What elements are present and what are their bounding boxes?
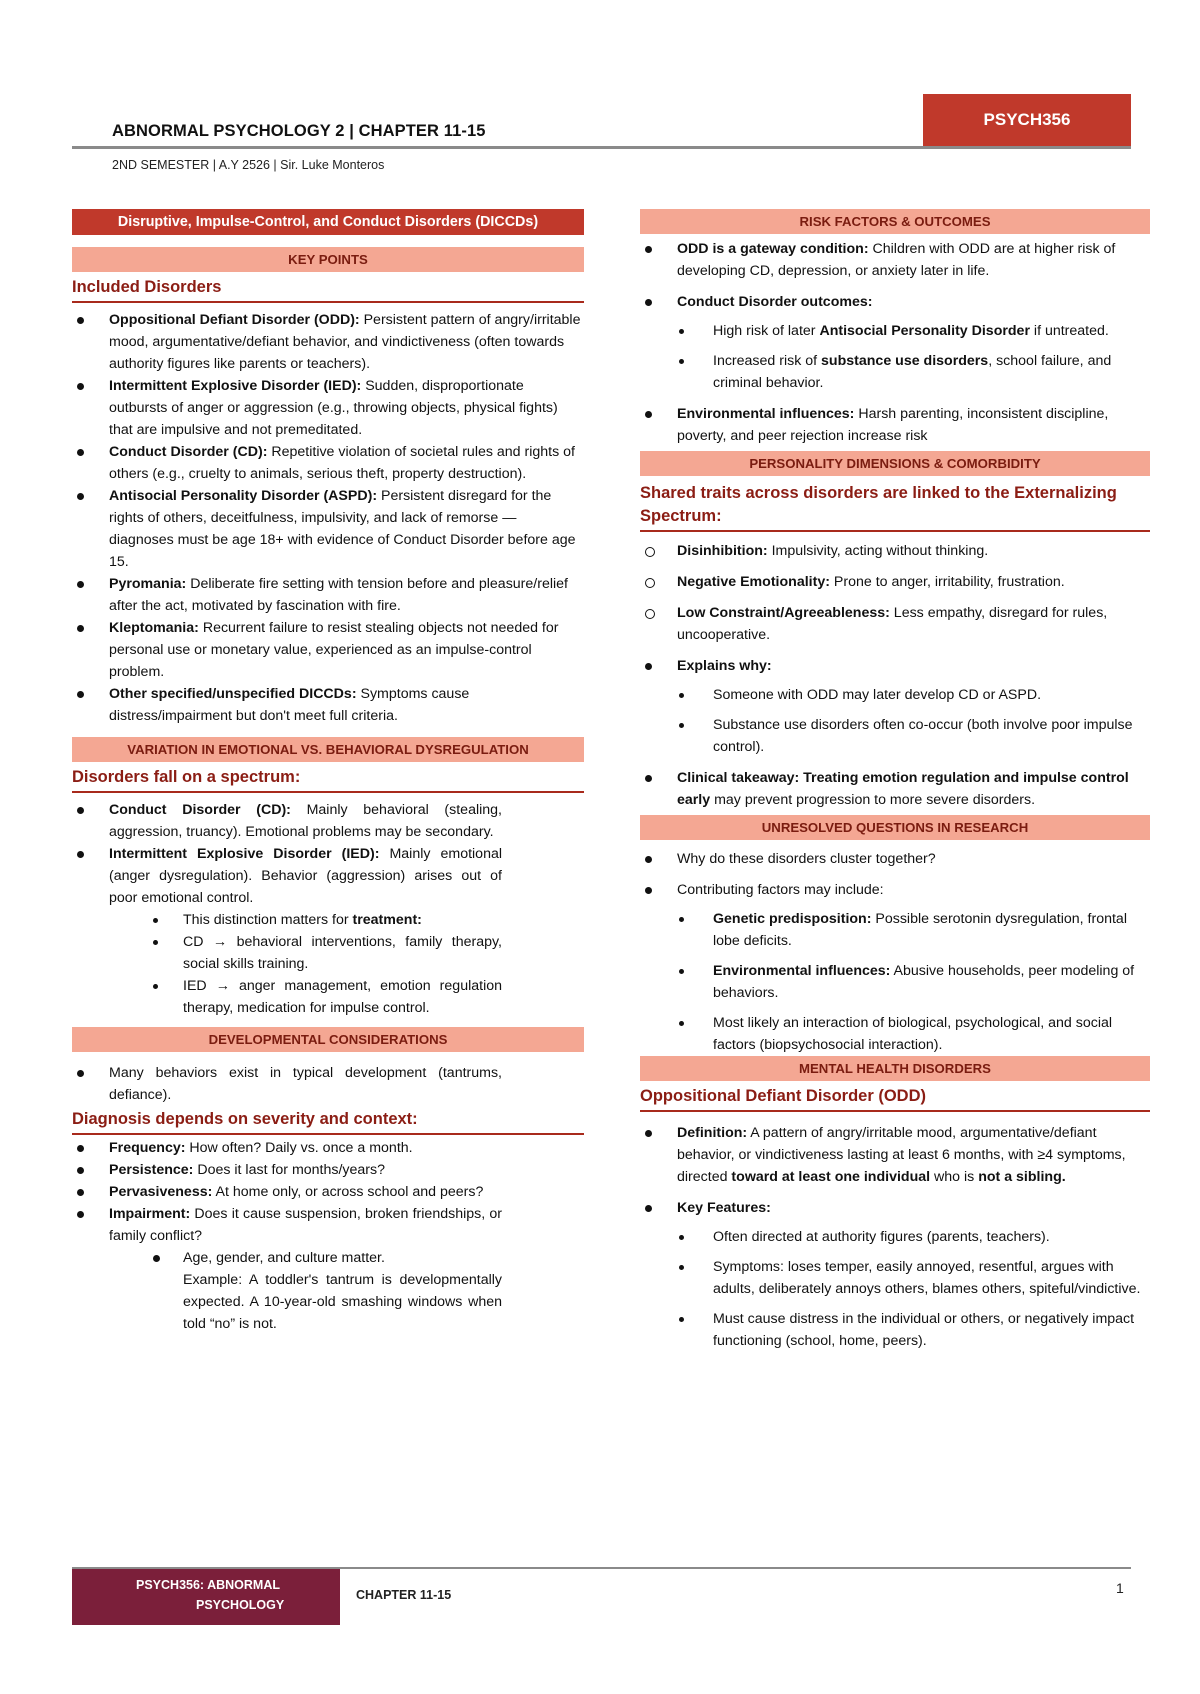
list-item (72, 485, 584, 573)
footer-course-line1: PSYCH356: ABNORMAL (136, 1578, 281, 1592)
unresolved-list (640, 848, 1150, 1056)
list-item (676, 714, 1150, 758)
shared-traits-heading: Shared traits across disorders are linked to the Externalizing Spectrum: (640, 482, 1150, 532)
disorder-term: Pyromania: (109, 576, 187, 592)
env-term: Environmental influences: (677, 406, 855, 422)
explains-label: Explains why: (677, 658, 772, 674)
text-bold: Antisocial Personality Disorder (819, 323, 1030, 339)
diagnosis-text: At home only, or across school and peers? (212, 1184, 484, 1200)
section-bar-personality: PERSONALITY DIMENSIONS & COMORBIDITY (640, 451, 1150, 476)
disorder-text: Recurrent failure to resist stealing objects not needed for personal use or monetary value, experienced as an impulse-control problem. (109, 620, 559, 680)
right-column (640, 209, 1150, 1361)
list-item (640, 848, 1150, 870)
factors-list (640, 908, 1150, 1056)
risk-list (640, 238, 1150, 447)
spectrum-heading: Disorders fall on a spectrum: (72, 766, 584, 793)
risk-term: ODD is a gateway condition: (677, 241, 869, 257)
list-item (676, 684, 1150, 706)
clinical-term: Clinical takeaway: Treating emotion regulation and impulse control early (677, 770, 1129, 808)
footer-course-box (72, 1569, 340, 1625)
list-item (72, 573, 584, 617)
explains-text: Substance use disorders often co-occur (both involve poor impulse control). (713, 717, 1133, 755)
disorder-text: Sudden, disproportionate outbursts of anger or aggression (e.g., throwing objects, physical fights) that are impulsive and not premeditated. (109, 378, 558, 438)
disorder-term: Antisocial Personality Disorder (ASPD): (109, 488, 378, 504)
diagnosis-term: Pervasiveness: (109, 1184, 213, 1200)
spectrum-text: Mainly emotional (anger dysregulation). Behavior (aggression) arises out of poor emotional control. (109, 846, 502, 906)
list-item (72, 617, 584, 683)
list-item (676, 908, 1150, 952)
diagnosis-text: Does it cause suspension, broken friendships, or family conflict? (109, 1206, 502, 1244)
list-item (676, 960, 1150, 1004)
list-item (72, 843, 502, 909)
disorder-term: Conduct Disorder (CD): (109, 444, 268, 460)
disorder-term: Other specified/unspecified DICCDs: (109, 686, 357, 702)
spectrum-term: Conduct Disorder (CD): (109, 802, 291, 818)
factor-term: Genetic predisposition: (713, 911, 872, 927)
text: who is (930, 1169, 979, 1185)
section-bar-diccds: Disruptive, Impulse-Control, and Conduct Disorders (DICCDs) (72, 209, 584, 235)
list-item (640, 403, 1150, 447)
footer-chapter: CHAPTER 11-15 (356, 1588, 452, 1602)
spectrum-term: Intermittent Explosive Disorder (IED): (109, 846, 380, 862)
factor-text: Most likely an interaction of biological, psychological, and social factors (biopsychosocial interaction). (713, 1015, 1113, 1053)
factor-text: Abusive households, peer modeling of behaviors. (713, 963, 1135, 1001)
list-item (72, 799, 502, 843)
definition-term: Definition: (677, 1125, 748, 1141)
age-note-line1: Age, gender, and culture matter. (183, 1250, 385, 1266)
disorder-text: Symptoms cause distress/impairment but don't meet full criteria. (109, 686, 470, 724)
section-bar-variation: VARIATION IN EMOTIONAL VS. BEHAVIORAL DYSREGULATION (72, 737, 584, 762)
section-bar-unresolved: UNRESOLVED QUESTIONS IN RESEARCH (640, 815, 1150, 840)
section-bar-mental-health: MENTAL HEALTH DISORDERS (640, 1056, 1150, 1081)
disorders-list (72, 309, 584, 727)
diagnosis-heading: Diagnosis depends on severity and context: (72, 1108, 584, 1135)
developmental-list (72, 1062, 502, 1106)
trait-text: Less empathy, disregard for rules, uncooperative. (677, 605, 1108, 643)
disorder-text: Repetitive violation of societal rules and rights of others (e.g., cruelty to animals, serious theft, property destruction). (109, 444, 575, 482)
list-item (151, 931, 502, 975)
explains-text: Someone with ODD may later develop CD or ASPD. (713, 687, 1042, 703)
page-number: 1 (1116, 1580, 1124, 1596)
trait-text: Prone to anger, irritability, frustration. (829, 574, 1065, 590)
list-item (640, 767, 1150, 811)
explains-list (640, 655, 1150, 811)
list-item (640, 879, 1150, 1056)
trait-term: Disinhibition: (677, 543, 768, 559)
trait-text: Impulsivity, acting without thinking. (767, 543, 989, 559)
list-item (72, 1181, 502, 1203)
course-tag: PSYCH356 (923, 94, 1131, 146)
treatment-lead: This distinction matters for (183, 912, 353, 928)
page-title: ABNORMAL PSYCHOLOGY 2 | CHAPTER 11-15 (112, 122, 486, 140)
list-item (676, 1256, 1150, 1300)
diagnosis-term: Frequency: (109, 1140, 186, 1156)
developmental-text: Many behaviors exist in typical development (tantrums, defiance). (109, 1065, 502, 1103)
spectrum-list (72, 799, 502, 909)
list-item (640, 540, 1150, 562)
cd-outcomes-list (640, 320, 1150, 394)
list-item (676, 320, 1150, 342)
diagnosis-term: Impairment: (109, 1206, 191, 1222)
text: High risk of later (713, 323, 820, 339)
list-item (640, 238, 1150, 282)
list-item (151, 909, 502, 931)
text: A pattern of angry/irritable mood, argumentative/defiant behavior, or vindictiveness lasting at least 6 months, with ≥4 symptoms, directed (677, 1125, 1126, 1185)
list-item (72, 1062, 502, 1106)
list-item (72, 1203, 502, 1247)
text: , school failure, and criminal behavior. (713, 353, 1112, 391)
key-features-label: Key Features: (677, 1200, 771, 1216)
disorder-text: Persistent pattern of angry/irritable mood, argumentative/defiant behavior, and vindictiveness (often towards authority figures like parents or teachers). (109, 312, 581, 372)
feature-text: Symptoms: loses temper, easily annoyed, resentful, argues with adults, deliberately annoys others, blames others, spiteful/vindictive. (713, 1259, 1141, 1297)
included-disorders-heading: Included Disorders (72, 276, 584, 303)
text: Increased risk of (713, 353, 822, 369)
diagnosis-term: Persistence: (109, 1162, 194, 1178)
list-item (72, 375, 584, 441)
list-item (640, 291, 1150, 394)
factor-term: Environmental influences: (713, 963, 891, 979)
list-item (676, 1226, 1150, 1248)
odd-list (640, 1122, 1150, 1352)
section-bar-key-points: KEY POINTS (72, 247, 584, 272)
age-note-list (72, 1247, 502, 1335)
unresolved-text: Contributing factors may include: (677, 882, 884, 898)
cd-outcomes-label: Conduct Disorder outcomes: (677, 294, 873, 310)
list-item (640, 571, 1150, 593)
spectrum-text: Mainly behavioral (stealing, aggression, truancy). Emotional problems may be secondary. (109, 802, 502, 840)
trait-term: Negative Emotionality: (677, 574, 830, 590)
section-bar-risk: RISK FACTORS & OUTCOMES (640, 209, 1150, 234)
text-bold: not a sibling. (978, 1169, 1066, 1185)
env-text: Harsh parenting, inconsistent discipline, poverty, and peer rejection increase risk (677, 406, 1109, 444)
factor-text: Possible serotonin dysregulation, frontal lobe deficits. (713, 911, 1127, 949)
list-item (676, 1308, 1150, 1352)
treatment-ied: IED → anger management, emotion regulation therapy, medication for impulse control. (183, 978, 502, 1016)
text-bold: toward at least one individual (731, 1169, 931, 1185)
disorder-term: Kleptomania: (109, 620, 199, 636)
list-item (676, 350, 1150, 394)
section-bar-developmental: DEVELOPMENTAL CONSIDERATIONS (72, 1027, 584, 1052)
disorder-term: Intermittent Explosive Disorder (IED): (109, 378, 362, 394)
list-item (72, 1137, 502, 1159)
list-item (72, 441, 584, 485)
header-divider (72, 146, 1131, 149)
explains-sublist (640, 684, 1150, 758)
feature-text: Often directed at authority figures (parents, teachers). (713, 1229, 1050, 1245)
text-bold: substance use disorders (821, 353, 989, 369)
disorder-text: Deliberate fire setting with tension before and pleasure/relief after the act, motivated by fascination with fire. (109, 576, 568, 614)
list-item (151, 975, 502, 1019)
trait-term: Low Constraint/Agreeableness: (677, 605, 890, 621)
risk-text: Children with ODD are at higher risk of developing CD, depression, or anxiety later in life. (677, 241, 1116, 279)
diagnosis-text: How often? Daily vs. once a month. (185, 1140, 413, 1156)
treatment-cd: CD → behavioral interventions, family therapy, social skills training. (183, 934, 502, 972)
list-item (72, 1159, 502, 1181)
footer-course-line2: PSYCHOLOGY (196, 1598, 285, 1612)
treatment-list (72, 909, 502, 1019)
disorder-text: Persistent disregard for the rights of others, deceitfulness, impulsivity, and lack of remorse — diagnoses must be age 18+ with evidence of Conduct Disorder before age 15. (109, 488, 576, 570)
feature-text: Must cause distress in the individual or others, or negatively impact functioning (school, home, peers). (713, 1311, 1135, 1349)
list-item (151, 1247, 502, 1335)
page-subtitle: 2ND SEMESTER | A.Y 2526 | Sir. Luke Monteros (112, 158, 385, 172)
list-item (72, 309, 584, 375)
list-item (640, 655, 1150, 758)
traits-list (640, 540, 1150, 646)
list-item (640, 1197, 1150, 1352)
list-item (640, 602, 1150, 646)
age-note-line2: Example: A toddler's tantrum is developmentally expected. A 10-year-old smashing windows when told “no” is not. (183, 1272, 502, 1332)
list-item (676, 1012, 1150, 1056)
left-column (72, 209, 584, 1335)
diagnosis-text: Does it last for months/years? (193, 1162, 385, 1178)
diagnosis-list (72, 1137, 502, 1247)
treatment-lead-bold: treatment: (352, 912, 422, 928)
list-item (640, 1122, 1150, 1188)
unresolved-text: Why do these disorders cluster together? (677, 851, 936, 867)
clinical-text: may prevent progression to more severe disorders. (710, 792, 1036, 808)
disorder-term: Oppositional Defiant Disorder (ODD): (109, 312, 360, 328)
list-item (72, 683, 584, 727)
odd-heading: Oppositional Defiant Disorder (ODD) (640, 1085, 1150, 1112)
features-list (640, 1226, 1150, 1352)
text: if untreated. (1029, 323, 1109, 339)
